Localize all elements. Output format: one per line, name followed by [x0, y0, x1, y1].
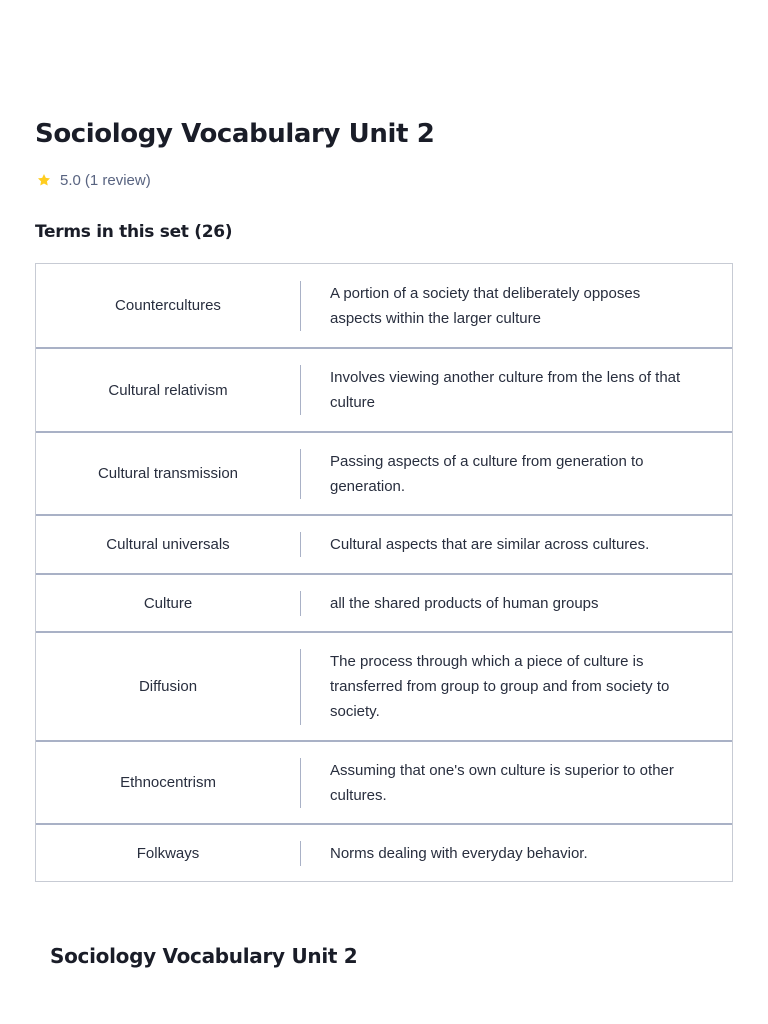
- term: Ethnocentrism: [120, 774, 216, 791]
- term: Cultural relativism: [108, 381, 228, 399]
- term-row[interactable]: [36, 514, 732, 573]
- definition: Cultural aspects that are similar across cultures.: [330, 536, 650, 553]
- terms-heading: Terms in this set (26): [35, 222, 233, 242]
- definition: Norms dealing with everyday behavior.: [330, 844, 588, 862]
- term: Diffusion: [138, 678, 198, 695]
- page-title: Sociology Vocabulary Unit 2: [35, 119, 435, 149]
- term-row[interactable]: [36, 264, 732, 347]
- definition: Passing aspects of a culture from generation to generation.: [330, 452, 644, 495]
- star-icon: [37, 173, 51, 187]
- term-row[interactable]: [36, 347, 732, 431]
- term: Folkways: [136, 844, 200, 862]
- definition: Assuming that one's own culture is superior to other cultures.: [330, 761, 674, 804]
- term: Countercultures: [115, 297, 221, 314]
- rating-score: 5.0: [60, 171, 81, 189]
- definition: The process through which a piece of culture is transferred from group to group and from society to society.: [330, 653, 670, 720]
- definition: all the shared products of human groups: [330, 594, 599, 612]
- term-row[interactable]: [36, 573, 732, 631]
- term: Cultural transmission: [97, 465, 239, 482]
- terms-table: [35, 263, 733, 882]
- definition: Involves viewing another culture from the lens of that culture: [330, 369, 681, 411]
- term-row[interactable]: [36, 631, 732, 740]
- term-row[interactable]: [36, 823, 732, 881]
- rating-reviews: (1 review): [84, 171, 151, 189]
- rating[interactable]: [37, 169, 151, 191]
- term: Culture: [143, 594, 193, 612]
- term-row[interactable]: [36, 740, 732, 823]
- footer-title: Sociology Vocabulary Unit 2: [50, 944, 358, 968]
- definition: A portion of a society that deliberately opposes aspects within the larger culture: [330, 284, 641, 327]
- term-row[interactable]: [36, 431, 732, 514]
- term: Cultural universals: [106, 536, 230, 553]
